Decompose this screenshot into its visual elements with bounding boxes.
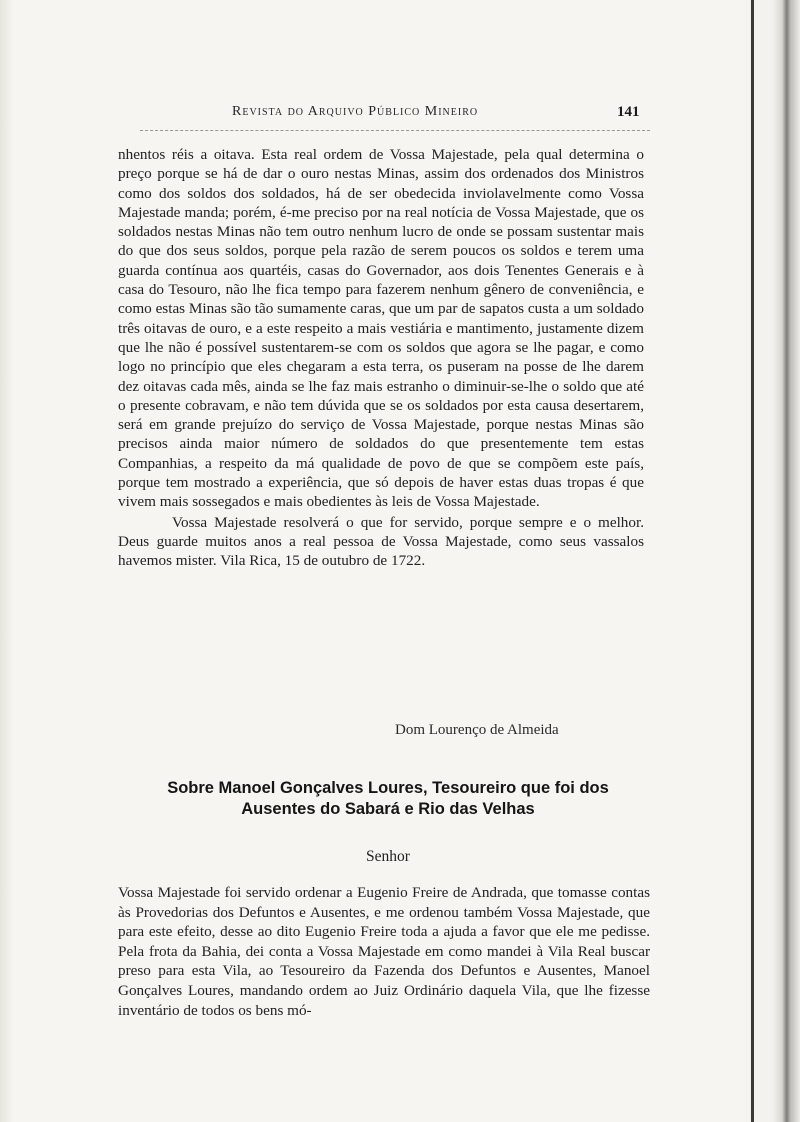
salutation: Senhor	[366, 848, 410, 865]
section-body	[118, 883, 650, 1020]
header-rule	[140, 130, 650, 131]
page-number: 141	[617, 104, 640, 120]
letter-body	[118, 145, 644, 571]
page-right-edge	[740, 0, 800, 1122]
section-paragraph: Vossa Majestade foi servido ordenar a Eugenio Freire de Andrada, que tomasse contas às Provedorias dos Defuntos e Ausentes, e me ordenou também Vossa Majestade, que para este efeito, desse ao dito Eugenio Freire toda a ajuda a favor que ele me pedisse. Pela frota da Bahia, dei conta a Vossa Majestade em como mandei à Vila Real buscar preso para esta Vila, ao Tesoureiro da Fazenda dos Defuntos e Ausentes, Manoel Gonçalves Loures, mandando ordem ao Juiz Ordinário daquela Vila, que lhe fizesse inventário de todos os bens mó-	[118, 884, 650, 1019]
book-spine-shadow	[751, 0, 754, 1122]
section-title-line-1: Sobre Manoel Gonçalves Loures, Tesoureiro que foi dos	[167, 779, 609, 797]
page-left-edge	[0, 0, 14, 1122]
running-head: Revista do Arquivo Público Mineiro	[232, 104, 479, 119]
section-title-line-2: Ausentes do Sabará e Rio das Velhas	[241, 800, 535, 818]
letter-paragraph-2: Vossa Majestade resolverá o que for servido, porque sempre e o melhor. Deus guarde muitos anos a real pessoa de Vossa Majestade, como seus vassalos havemos mister. Vila Rica, 15 de outubro de 1722.	[118, 513, 644, 570]
letter-signature: Dom Lourenço de Almeida	[395, 722, 559, 738]
letter-paragraph-1: nhentos réis a oitava. Esta real ordem de Vossa Majestade, pela qual determina o preço porque se há de dar o ouro nestas Minas, assim dos ordenados dos Ministros como dos soldos dos soldados, há de ser obedecida inviolavelmente como Vossa Majestade manda; porém, é-me preciso por na real notícia de Vossa Majestade, que os soldados nestas Minas não tem outro nenhum lucro de onde se possam sustentar mais do que dos seus soldos, porque pela razão de serem poucos os soldos e terem uma guarda contínua aos quartéis, casas do Governador, aos dois Tenentes Generais e à casa do Tesouro, não lhe fica tempo para fazerem nenhum gênero de conveniência, e como estas Minas são tão sumamente caras, que um par de sapatos custa a um soldado três oitavas de ouro, e a este respeito a mais vestiária e mantimento, justamente dizem que lhe não é possível sustentarem-se com os soldos que agora se lhe pagar, e como logo no princípio que eles chegaram a esta terra, os puseram na posse de lhe darem dez oitavas cada mês, ainda se lhe faz mais estranho o diminuir-se-lhe o soldo que até o presente cobravam, e não tem dúvida que se os soldados por esta causa desertarem, será em grande prejuízo do serviço de Vossa Majestade, porque nestas Minas são precisos ainda maior número de soldados do que presentemente tem estas Companhias, a respeito da má qualidade de povo de que se compõem este país, porque tem mostrado a experiência, que só depois de haver estas duas tropas é que vivem mais sossegados e mais obedientes às leis de Vossa Majestade.	[118, 146, 644, 511]
section-title	[118, 778, 658, 820]
